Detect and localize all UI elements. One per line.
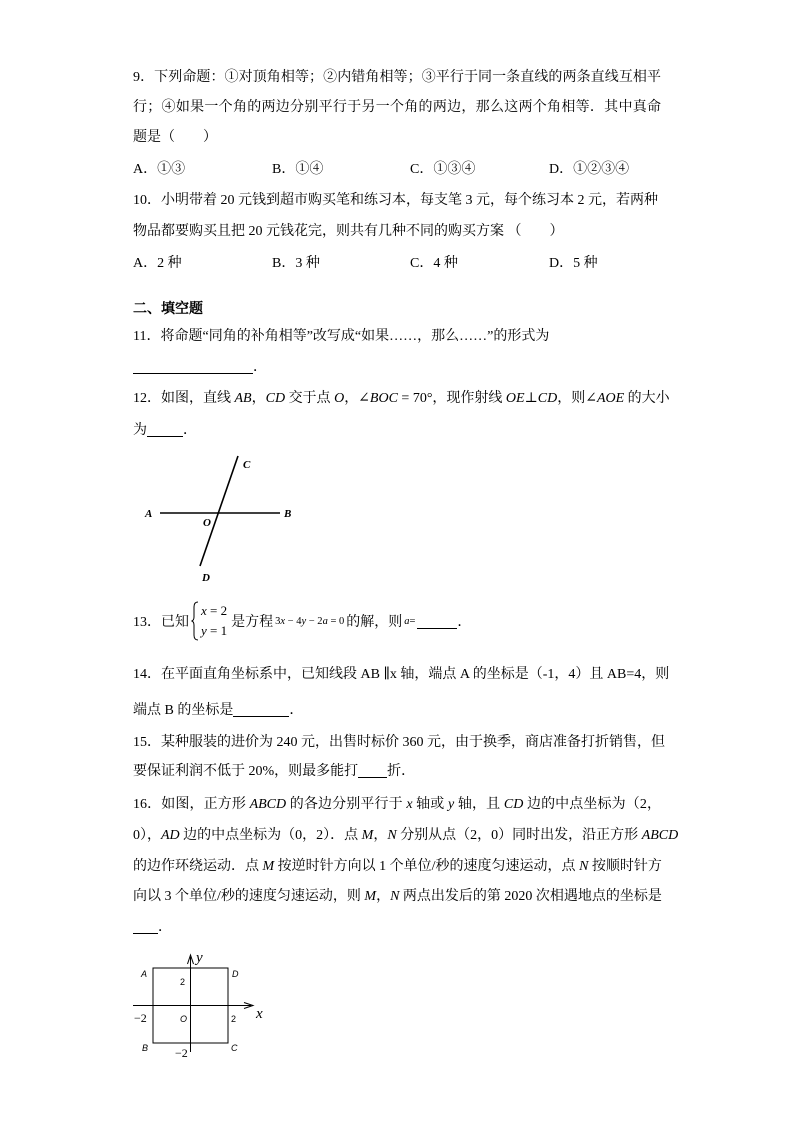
vertex-label-c: C	[231, 1043, 238, 1053]
question-10-option-c: C．4 种	[410, 256, 458, 271]
text-run: − 4	[285, 615, 302, 627]
question-14-line-2	[133, 701, 303, 721]
question-16-line-4	[133, 887, 661, 907]
text-run: ，∠	[344, 391, 370, 406]
tick-label-x-positive: 2	[231, 1014, 237, 1024]
answer-blank	[133, 919, 158, 934]
question-10-option-b: B．3 种	[272, 256, 320, 271]
vertex-label-b: B	[142, 1043, 149, 1053]
text-run: 0），	[133, 828, 161, 843]
question-9-option-a: A．①③	[133, 162, 186, 177]
question-10-line-1: 10．小明带着 20 元钱到超市购买笔和练习本，每支笔 3 元，每个练习本 2 元，若两种	[133, 193, 658, 208]
text-run: ⊥	[524, 391, 538, 406]
tick-label-x-negative: −2	[134, 1011, 147, 1025]
question-11-line-2	[133, 358, 267, 378]
text-run: ，	[251, 391, 266, 406]
tick-label-y-negative: −2	[175, 1046, 188, 1060]
answer-blank	[147, 422, 183, 437]
question-13-mid-2: 的解，则	[346, 615, 403, 630]
vertex-label-d: D	[232, 969, 239, 979]
question-11-line-1: 11．将命题“同角的补角相等”改写成“如果……，那么……”的形式为	[133, 329, 550, 344]
math-variable: N	[387, 828, 397, 843]
question-13-prefix: 13．已知	[133, 615, 189, 630]
text-run: 的各边分别平行于	[286, 797, 407, 812]
question-9-options	[0, 160, 794, 180]
tick-label-y-positive: 2	[180, 977, 186, 987]
math-variable: BOC	[369, 391, 398, 406]
math-variable: OE	[505, 391, 525, 406]
text-run: = 0	[327, 615, 345, 627]
axis-label-y: y	[196, 950, 203, 966]
text-run: 轴，且	[454, 797, 504, 812]
text-run: 的大小	[624, 391, 670, 406]
question-12-line-2	[133, 421, 197, 441]
coordinate-square-figure	[125, 948, 275, 1063]
math-variable: N	[390, 889, 400, 904]
brace-icon	[191, 601, 199, 641]
math-variable: M	[262, 859, 275, 874]
text-run: 12．如图，直线	[133, 391, 235, 406]
question-11-line-end: ．	[253, 360, 267, 375]
math-variable: AB	[234, 391, 252, 406]
math-variable: M	[364, 889, 377, 904]
text-run: 的边作环绕运动．点	[133, 859, 263, 874]
question-16-line-5-end: ．	[158, 920, 172, 935]
question-9-line-1: 9．下列命题：①对顶角相等；②内错角相等；③平行于同一条直线的两条直线互相平	[133, 70, 661, 85]
line-cd	[200, 456, 238, 566]
question-12-line-1	[133, 389, 670, 409]
text-run: = 1	[206, 623, 228, 638]
question-16-line-2	[133, 826, 679, 846]
math-variable: a	[322, 615, 328, 627]
equation-system-row-x	[201, 601, 227, 621]
question-9-line-2: 行；④如果一个角的两边分别平行于另一个角的两边，那么这两个角相等．其中真命	[133, 100, 661, 115]
answer-variable	[404, 616, 415, 627]
intersecting-lines-figure	[130, 450, 310, 585]
question-14-line-2-start: 端点 B 的坐标是	[133, 703, 234, 718]
answer-blank	[133, 359, 253, 374]
question-9-option-c: C．①③④	[410, 162, 476, 177]
math-variable: O	[334, 391, 345, 406]
question-13-line	[133, 600, 471, 642]
point-label-o: O	[203, 517, 211, 529]
text-run: ，则∠	[557, 391, 597, 406]
equation-system	[191, 601, 227, 641]
question-9-option-b: B．①④	[272, 162, 324, 177]
math-variable: CD	[503, 797, 524, 812]
text-run: = 2	[206, 603, 228, 618]
math-variable: y	[201, 623, 207, 638]
question-10-option-d: D．5 种	[549, 256, 598, 271]
question-15-line-2-start: 要保证利润不低于 20%，则最多能打	[133, 764, 359, 779]
point-label-b: B	[284, 508, 292, 520]
math-variable: N	[579, 859, 589, 874]
section-title: 二、填空题	[133, 302, 203, 317]
text-run: 按顺时针方	[588, 859, 662, 874]
text-run: ，	[373, 828, 388, 843]
linear-equation	[275, 616, 344, 627]
question-15-line-2-end: 折．	[387, 764, 416, 779]
question-10-option-a: A．2 种	[133, 256, 182, 271]
text-run: =	[409, 615, 416, 627]
text-run: = 70°，现作射线	[397, 391, 506, 406]
point-label-a: A	[145, 508, 153, 520]
question-15-line-2	[133, 762, 415, 782]
vertex-label-a: A	[141, 969, 148, 979]
math-variable: y	[448, 797, 455, 812]
math-variable: AOE	[596, 391, 625, 406]
answer-blank	[417, 614, 457, 629]
question-16-line-5	[133, 918, 172, 938]
text-run: 边的中点坐标为（2，	[523, 797, 662, 812]
answer-blank	[233, 702, 289, 717]
math-variable: CD	[537, 391, 558, 406]
axis-label-x: x	[256, 1006, 263, 1022]
math-variable: a	[404, 615, 410, 627]
math-variable: CD	[265, 391, 286, 406]
equation-system-rows	[201, 601, 227, 641]
question-15-line-1: 15．某种服装的进价为 240 元，出售时标价 360 元，由于换季，商店准备打折销售，但	[133, 735, 665, 750]
question-13-end: ．	[457, 615, 472, 630]
origin-label: O	[180, 1014, 188, 1024]
math-variable: ABCD	[249, 797, 287, 812]
text-run: 分别从点（2，0）同时出发，沿正方形	[396, 828, 642, 843]
point-label-d: D	[202, 572, 210, 584]
text-run: 两点出发后的第 2020 次相遇地点的坐标是	[399, 889, 662, 904]
question-12-line-2-start: 为	[133, 423, 147, 438]
math-variable: x	[280, 615, 286, 627]
question-14-line-2-end: ．	[289, 703, 304, 718]
text-run: ，	[376, 889, 391, 904]
question-13-mid: 是方程	[231, 615, 274, 630]
text-run: 3	[275, 615, 281, 627]
math-variable: x	[201, 603, 207, 618]
text-run: 按逆时针方向以 1 个单位/秒的速度匀速运动，点	[274, 859, 580, 874]
math-variable: x	[406, 797, 413, 812]
equation-system-row-y	[201, 621, 227, 641]
text-run: 轴或	[412, 797, 449, 812]
point-label-c: C	[243, 459, 251, 471]
text-run: 交于点	[285, 391, 335, 406]
math-variable: y	[301, 615, 307, 627]
question-10-line-2: 物品都要购买且把 20 元钱花完，则共有几种不同的购买方案 （ ）	[133, 224, 564, 239]
math-variable: ABCD	[641, 828, 679, 843]
question-9-option-d: D．①②③④	[549, 162, 630, 177]
question-16-line-1	[133, 795, 661, 815]
math-variable: M	[361, 828, 374, 843]
text-run: − 2	[306, 615, 323, 627]
math-variable: AD	[161, 828, 180, 843]
text-run: 边的中点坐标为（0，2）．点	[179, 828, 362, 843]
question-12-line-2-end: ．	[183, 423, 197, 438]
question-9-line-3: 题是（ ）	[133, 130, 217, 145]
text-run: 16．如图，正方形	[133, 797, 250, 812]
answer-blank	[358, 763, 387, 778]
question-16-line-3	[133, 857, 661, 877]
text-run: 向以 3 个单位/秒的速度匀速运动，则	[133, 889, 365, 904]
question-10-options	[0, 254, 794, 274]
question-14-line-1: 14．在平面直角坐标系中，已知线段 AB ∥x 轴，端点 A 的坐标是（-1，4）且 AB=4，则	[133, 667, 670, 682]
